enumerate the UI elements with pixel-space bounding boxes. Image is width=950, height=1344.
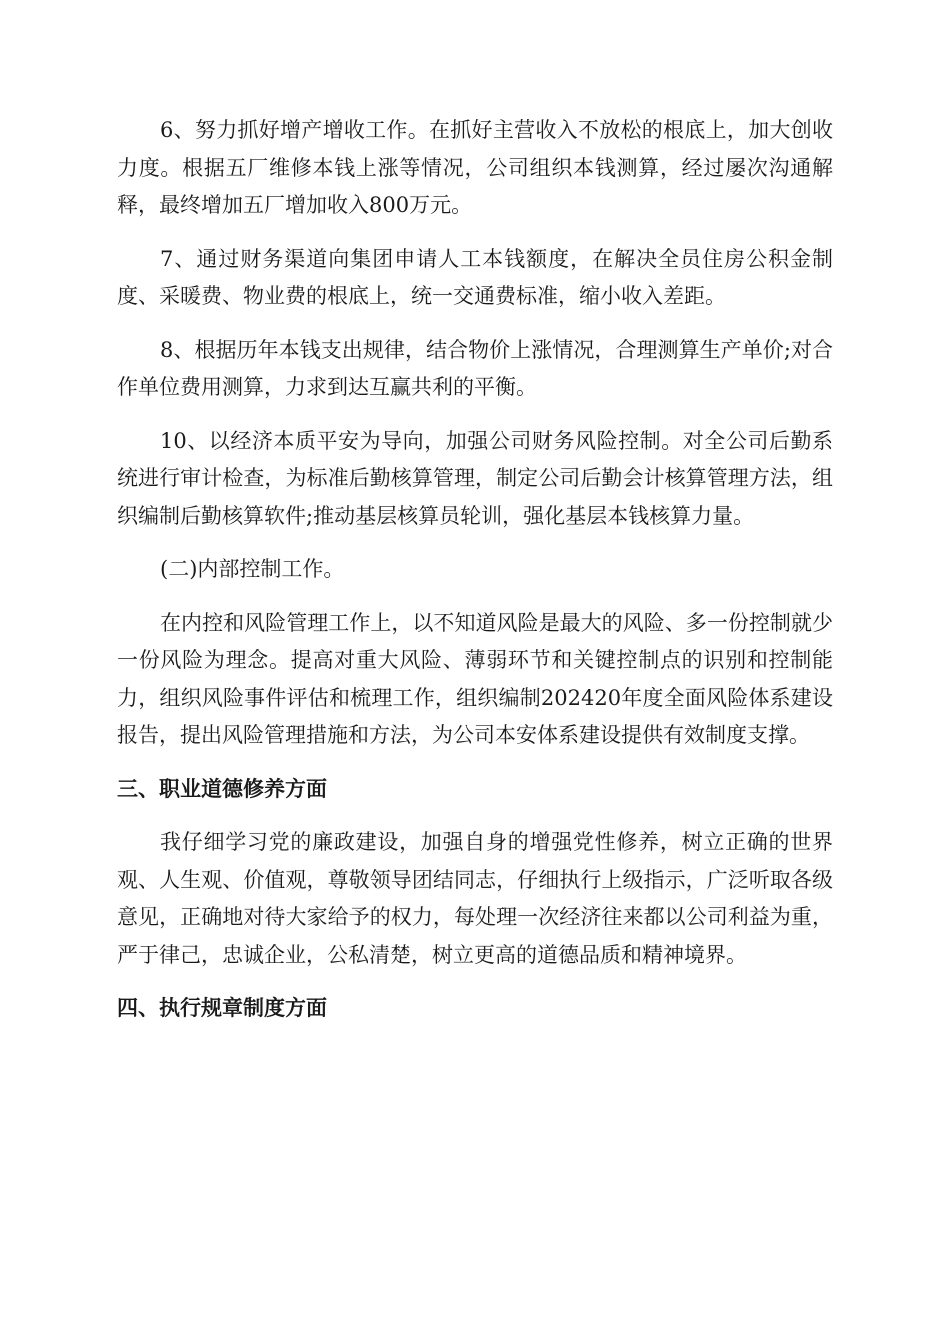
section-heading-rules-compliance: 四、执行规章制度方面: [117, 996, 327, 1020]
document-body: [117, 112, 833, 1044]
subsection-heading-internal-control: (二)内部控制工作。: [160, 557, 345, 581]
paragraph-item-7: 7、通过财务渠道向集团申请人工本钱额度，在解决全员住房公积金制度、采暖费、物业费的根底上，统一交通费标准，缩小收入差距。: [117, 246, 833, 308]
paragraph-internal-control: 在内控和风险管理工作上，以不知道风险是最大的风险、多一份控制就少一份风险为理念。提高对重大风险、薄弱环节和关键控制点的识别和控制能力，组织风险事件评估和梳理工作，组织编制202420年度全面风险体系建设报告，提出风险管理措施和方法，为公司本安体系建设提供有效制度支撑。: [117, 610, 833, 747]
paragraph-item-8: 8、根据历年本钱支出规律，结合物价上涨情况，合理测算生产单价;对合作单位费用测算，力求到达互赢共利的平衡。: [117, 337, 833, 399]
section-heading-professional-ethics: 三、职业道德修养方面: [117, 776, 327, 801]
paragraph-item-10: 10、以经济本质平安为导向，加强公司财务风险控制。对全公司后勤系统进行审计检查，为标准后勤核算管理，制定公司后勤会计核算管理方法，组织编制后勤核算软件;推动基层核算员轮训，强化基层本钱核算力量。: [117, 428, 833, 528]
paragraph-item-6: 6、努力抓好增产增收工作。在抓好主营收入不放松的根底上，加大创收力度。根据五厂维修本钱上涨等情况，公司组织本钱测算，经过屡次沟通解释，最终增加五厂增加收入800万元。: [117, 118, 833, 217]
paragraph-professional-ethics: 我仔细学习党的廉政建设，加强自身的增强党性修养，树立正确的世界观、人生观、价值观，尊敬领导团结同志，仔细执行上级指示，广泛听取各级意见，正确地对待大家给予的权力，每处理一次经济往来都以公司利益为重，严于律己，忠诚企业，公私清楚，树立更高的道德品质和精神境界。: [117, 830, 833, 967]
